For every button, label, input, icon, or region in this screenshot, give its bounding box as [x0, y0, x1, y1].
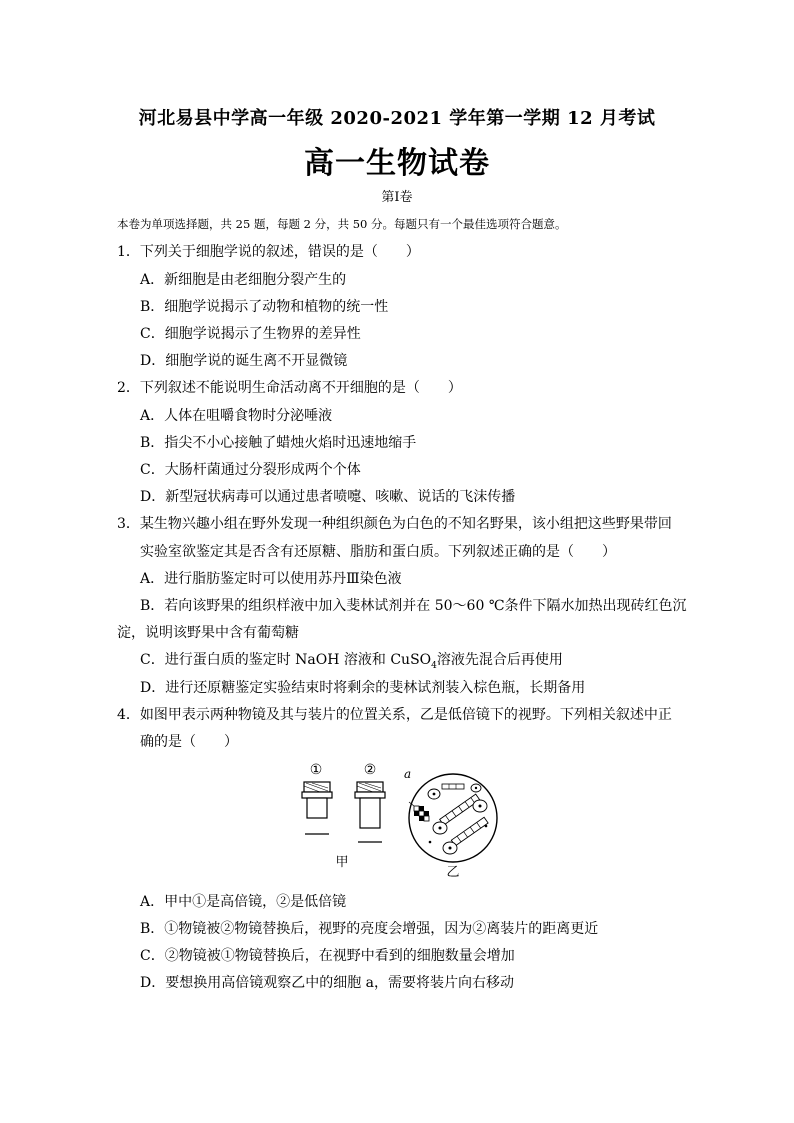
label-objective-1: ① [309, 762, 323, 778]
question-3-option-a: A．进行脂肪鉴定时可以使用苏丹Ⅲ染色液 [140, 571, 402, 587]
question-4-option-b: B．①物镜被②物镜替换后，视野的亮度会增强，因为②离装片的距离更近 [140, 921, 599, 937]
school-title: 河北易县中学高一年级 2020-2021 学年第一学期 12 月考试 [138, 108, 656, 129]
question-1-option-c: C．细胞学说揭示了生物界的差异性 [140, 326, 361, 342]
label-jia: 甲 [335, 855, 349, 870]
question-2-option-d: D．新型冠状病毒可以通过患者喷嚏、咳嗽、说话的飞沫传播 [140, 489, 516, 505]
question-3-stem-line-2: 实验室欲鉴定其是否含有还原糖、脂肪和蛋白质。下列叙述正确的是（ ） [140, 544, 616, 560]
subscript: 4 [431, 660, 437, 671]
label-cell-a: a [404, 767, 412, 781]
question-2-stem: 2．下列叙述不能说明生命活动离不开细胞的是（ ） [117, 380, 462, 396]
question-4-option-d: D．要想换用高倍镜观察乙中的细胞 a，需要将装片向右移动 [140, 975, 515, 991]
question-1-option-a: A．新细胞是由老细胞分裂产生的 [140, 272, 347, 288]
instructions: 本卷为单项选择题，共 25 题，每题 2 分，共 50 分。每题只有一个最佳选项符合题意。 [117, 217, 567, 231]
page-title: 高一生物试卷 [304, 146, 490, 181]
question-4-stem-line-2: 确的是（ ） [140, 734, 238, 750]
question-3-option-b-line-1: B．若向该野果的组织样液中加入斐林试剂并在 50～60 ℃条件下隔水加热出现砖红色沉 [140, 598, 687, 614]
field-of-view-icon [409, 774, 497, 862]
question-4-option-a: A．甲中①是高倍镜，②是低倍镜 [140, 894, 347, 910]
microscope-figure [290, 762, 520, 880]
question-3-stem-line-1: 3．某生物兴趣小组在野外发现一种组织颜色为白色的不知名野果，该小组把这些野果带回 [117, 516, 672, 532]
objective-2-icon [355, 782, 385, 842]
question-3-option-d: D．进行还原糖鉴定实验结束时将剩余的斐林试剂装入棕色瓶，长期备用 [140, 680, 586, 696]
question-1-stem: 1．下列关于细胞学说的叙述，错误的是（ ） [117, 244, 420, 260]
section-label: 第Ⅰ卷 [381, 190, 413, 205]
question-4-option-c: C．②物镜被①物镜替换后，在视野中看到的细胞数量会增加 [140, 948, 515, 964]
question-3-option-c [140, 649, 563, 671]
label-objective-2: ② [363, 762, 377, 778]
question-2-option-c: C．大肠杆菌通过分裂形成两个个体 [140, 462, 361, 478]
objective-1-icon [302, 782, 332, 834]
question-3-option-b-line-2: 淀，说明该野果中含有葡萄糖 [117, 625, 299, 641]
question-3-option-c-text-end: 溶液先混合后再使用 [436, 652, 563, 668]
label-yi: 乙 [446, 865, 460, 880]
question-1-option-d: D．细胞学说的诞生离不开显微镜 [140, 353, 348, 369]
question-2-option-b: B．指尖不小心接触了蜡烛火焰时迅速地缩手 [140, 435, 417, 451]
question-1-option-b: B．细胞学说揭示了动物和植物的统一性 [140, 299, 389, 315]
question-4-stem-line-1: 4．如图甲表示两种物镜及其与装片的位置关系，乙是低倍镜下的视野。下列相关叙述中正 [117, 707, 672, 723]
question-2-option-a: A．人体在咀嚼食物时分泌唾液 [140, 408, 333, 424]
question-3-option-c-text: C．进行蛋白质的鉴定时 NaOH 溶液和 CuSO [140, 652, 432, 668]
